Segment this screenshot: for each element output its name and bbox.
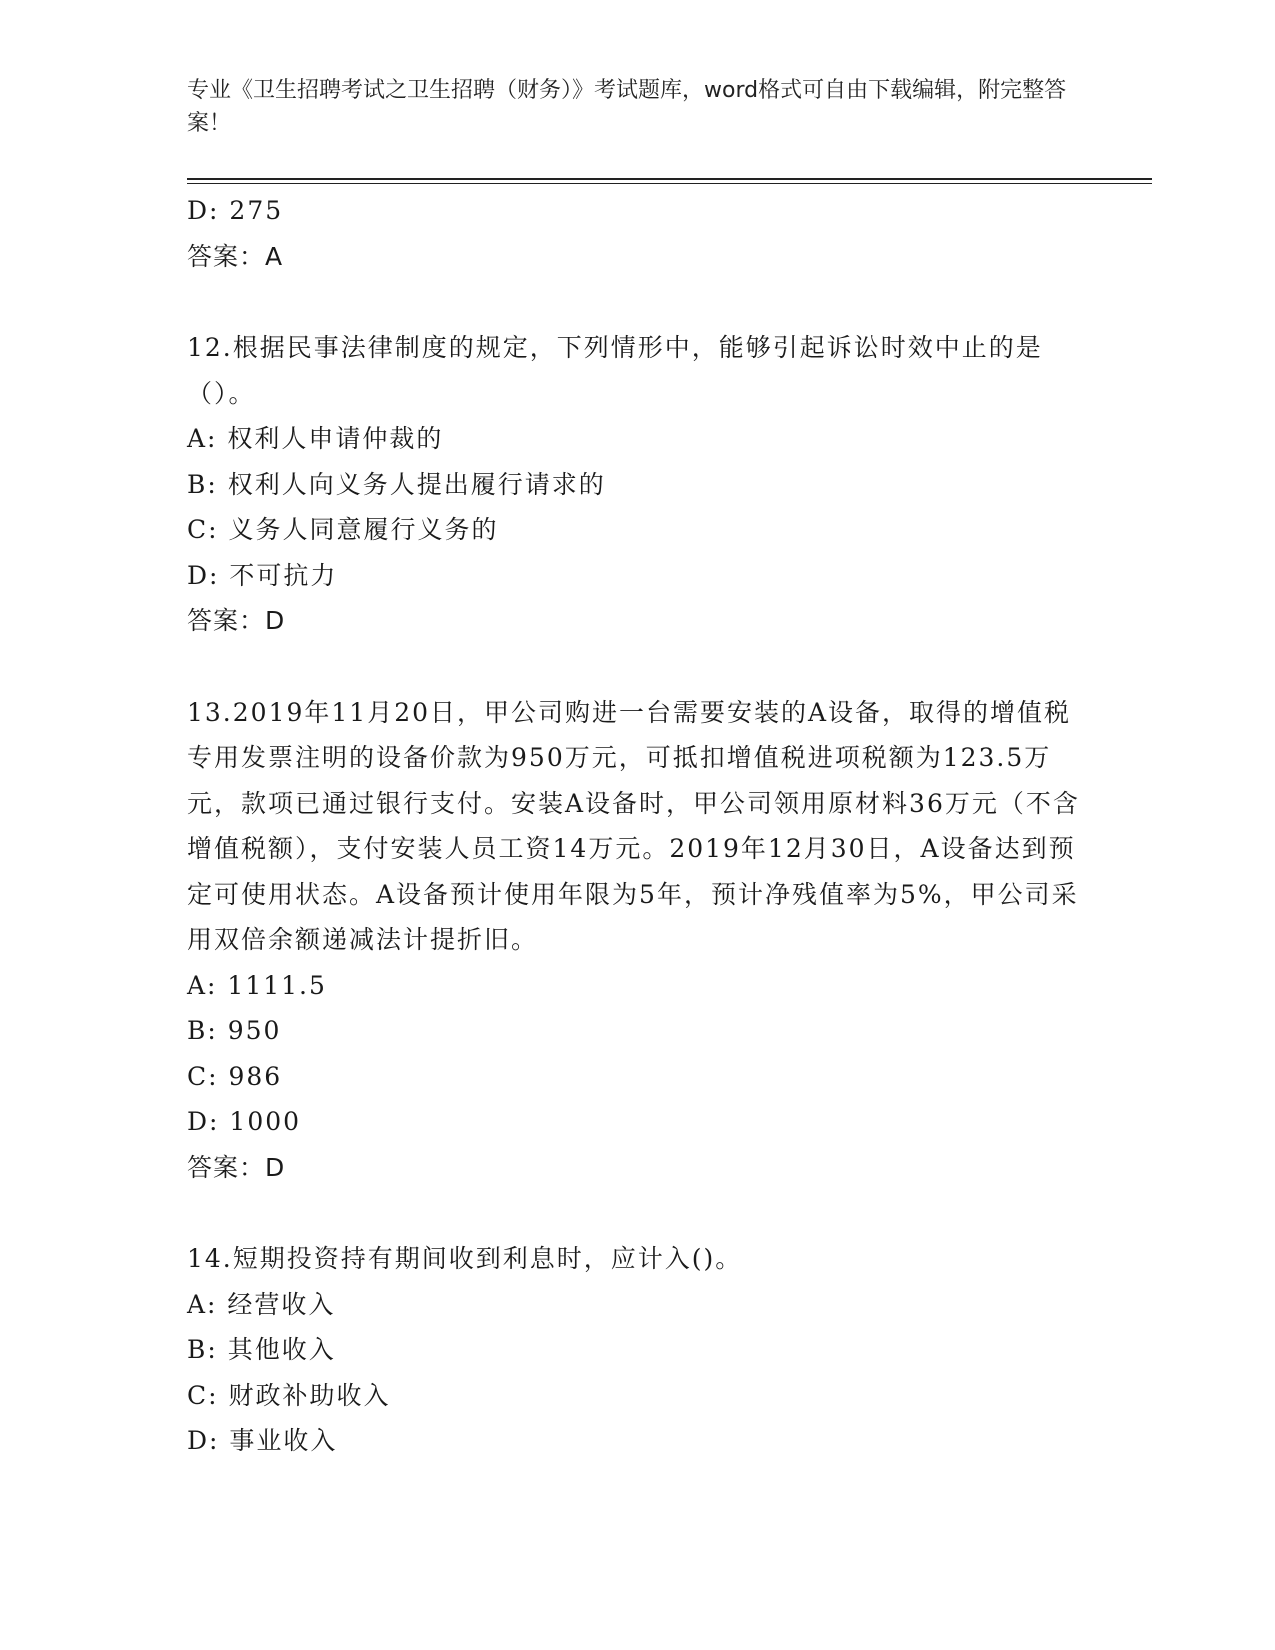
- question-13: [187, 690, 1087, 1191]
- prev-answer: 答案：A: [187, 241, 284, 271]
- option-d: D: 不可抗力: [187, 560, 338, 590]
- option-d: D: 1000: [187, 1107, 302, 1136]
- option-a: A: 经营收入: [187, 1289, 336, 1319]
- answer: 答案：D: [187, 606, 286, 635]
- option-b: B: 其他收入: [187, 1335, 336, 1364]
- option-a: A: 1111.5: [187, 970, 327, 1000]
- question-stem: 13.2019年11月20日，甲公司购进一台需要安装的A设备，取得的增值税专用发票注明的设备价款为950万元，可抵扣增值税进项税额为123.5万元，款项已通过银行支付。安装A设备时，甲公司领用原材料36万元（不含增值税额），支付安装人员工资14万元。2019年12月30日，A设备达到预定可使用状态。A设备预计使用年限为5年，预计净残值率为5%，甲公司采用双倍余额递减法计提折旧。: [187, 697, 1080, 954]
- page-header: 专业《卫生招聘考试之卫生招聘（财务）》考试题库，word格式可自由下载编辑，附完整答案！: [187, 78, 1067, 136]
- question-12: [187, 325, 1087, 644]
- question-list: [187, 188, 1087, 1464]
- question-stem: 12.根据民事法律制度的规定，下列情形中，能够引起诉讼时效中止的是（）。: [187, 333, 1043, 408]
- option-b: B: 950: [187, 1016, 282, 1045]
- option-d: D: 事业收入: [187, 1426, 338, 1455]
- question-stem: 14.短期投资持有期间收到利息时，应计入()。: [187, 1244, 743, 1273]
- option-a: A: 权利人申请仲裁的: [187, 424, 444, 453]
- prev-option-d: D: 275: [187, 196, 284, 225]
- option-c: C: 986: [187, 1061, 283, 1091]
- question-14: [187, 1236, 1087, 1464]
- option-b: B: 权利人向义务人提出履行请求的: [187, 469, 606, 499]
- option-c: C: 义务人同意履行义务的: [187, 515, 499, 544]
- option-c: C: 财政补助收入: [187, 1380, 391, 1410]
- answer: 答案：D: [187, 1152, 286, 1182]
- header-divider-thick: [187, 178, 1152, 180]
- header-divider-thin: [187, 183, 1152, 184]
